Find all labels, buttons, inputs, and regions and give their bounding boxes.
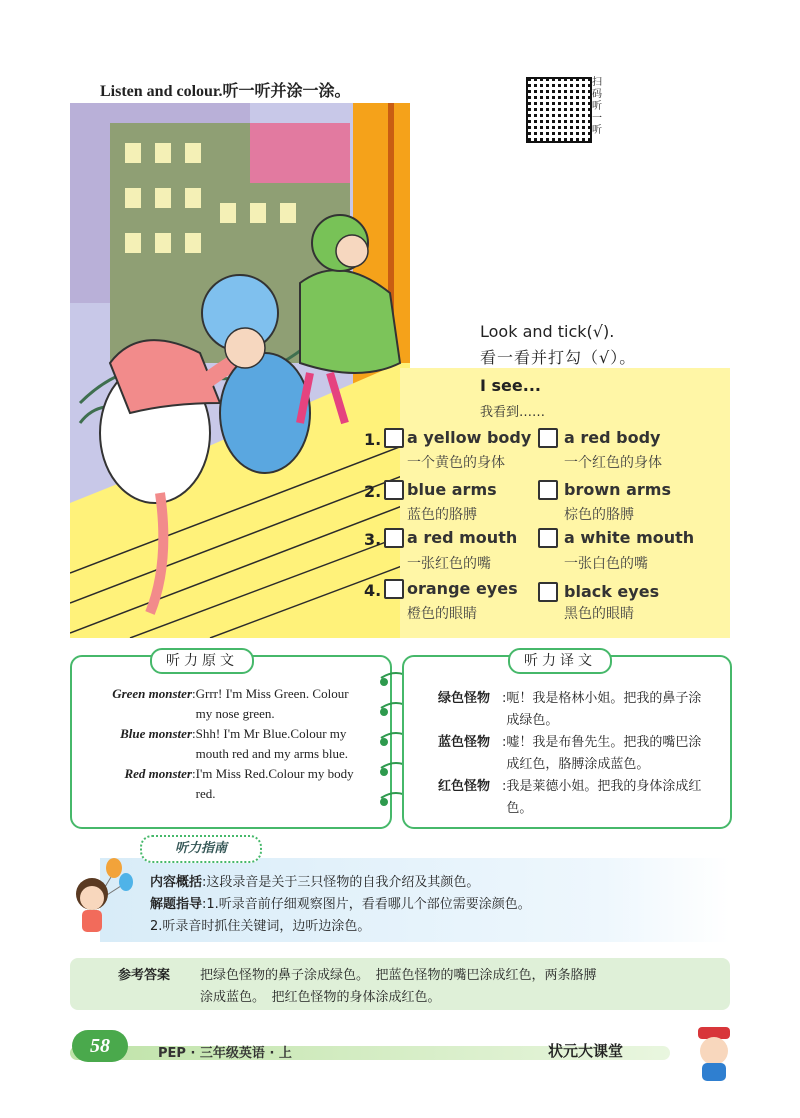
tip-1: 1.听录音前仔细观察图片，看看哪儿个部位需要涂颜色。: [206, 897, 531, 912]
speaker-label: 蓝色怪物: [438, 735, 491, 750]
option-a-zh: 蓝色的胳膊: [407, 507, 477, 523]
transcript-title: 听力原文: [150, 648, 254, 674]
option-a-zh: 一个黄色的身体: [407, 455, 505, 471]
answer-line-1: 把绿色怪物的鼻子涂成绿色。 把蓝色怪物的嘴巴涂成红色，两条胳膊: [200, 968, 597, 983]
answer-line-2: 涂成蓝色。 把红色怪物的身体涂成红色。: [200, 990, 441, 1005]
tick-checkbox[interactable]: [538, 428, 558, 448]
option-a-zh: 橙色的眼睛: [407, 606, 477, 622]
tips-line-1: 解题指导:1.听录音前仔细观察图片，看看哪儿个部位需要涂颜色。: [150, 897, 531, 912]
option-b-zh: 棕色的胳膊: [564, 507, 634, 523]
tick-checkbox[interactable]: [384, 428, 404, 448]
option-b-label: a white mouth: [564, 528, 695, 547]
option-b-zh: 一个红色的身体: [564, 455, 662, 471]
book-title: PEP · 三年级英语 · 上: [158, 1046, 292, 1061]
transcript-line: Grrr! I'm Miss Green. Colour my nose green.: [195, 686, 349, 721]
brand-name: 状元大课堂: [548, 1042, 624, 1060]
transcript-body: Green monster : Grrr! I'm Miss Green. Colour my nose green. Blue monster : Shh! I'm Mr Blue.Colour my mouth red and my arms blue. Red monster : I'm Miss Red.Colour my body red.: [80, 684, 380, 804]
translation-body: 绿色怪物 : 呃！我是格林小姐。把我的鼻子涂成绿色。 蓝色怪物 : 嘘！我是布鲁先生。把我的嘴巴涂成红色，胳膊涂成蓝色。 红色怪物 : 我是莱德小姐。把我的身体涂成红色。: [438, 688, 718, 820]
look-title-en: Look and tick(√).: [480, 322, 615, 341]
transcript-line: I'm Miss Red.Colour my body red.: [195, 766, 354, 801]
option-b-label: brown arms: [564, 480, 671, 499]
transcript-line: Shh! I'm Mr Blue.Colour my mouth red and my arms blue.: [195, 726, 348, 761]
tick-checkbox[interactable]: [384, 480, 404, 500]
option-number: 4.: [364, 581, 382, 600]
tick-checkbox[interactable]: [384, 579, 404, 599]
translation-line: 嘘！我是布鲁先生。把我的嘴巴涂成红色，胳膊涂成蓝色。: [506, 735, 702, 772]
speaker-label: 红色怪物: [438, 779, 491, 794]
option-b-zh: 黑色的眼睛: [564, 606, 634, 622]
tip-2: 2.听录音时抓住关键词，边听边涂色。: [150, 919, 371, 934]
tips-label: 解题指导: [150, 897, 203, 912]
content-text: 这段录音是关于三只怪物的自我介绍及其颜色。: [206, 875, 480, 890]
kid-with-balloons-icon: [66, 852, 136, 942]
look-title-zh: 看一看并打勾（√）。: [480, 348, 637, 367]
translation-title: 听力译文: [508, 648, 612, 674]
tick-checkbox[interactable]: [538, 480, 558, 500]
page-title: Listen and colour.听一听并涂一涂。: [100, 83, 351, 100]
translation-line: 呃！我是格林小姐。把我的鼻子涂成绿色。: [506, 691, 702, 728]
speaker-label: Green monster: [112, 686, 192, 701]
option-a-label: orange eyes: [407, 579, 518, 598]
content-label: 内容概括: [150, 875, 203, 890]
option-a-label: a red mouth: [407, 528, 518, 547]
option-a-label: blue arms: [407, 480, 497, 499]
content-summary: 内容概括:这段录音是关于三只怪物的自我介绍及其颜色。: [150, 875, 480, 890]
qr-label: 扫码听一听: [592, 77, 602, 136]
page-number: 58: [72, 1030, 128, 1062]
option-number: 3.: [364, 530, 382, 549]
option-number: 1.: [364, 430, 382, 449]
mascot-icon: [690, 1025, 738, 1085]
option-b-label: black eyes: [564, 582, 660, 601]
i-see-label: I see...: [480, 376, 541, 395]
option-b-zh: 一张白色的嘴: [564, 556, 648, 572]
tick-checkbox[interactable]: [538, 582, 558, 602]
translation-line: 我是莱德小姐。把我的身体涂成红色。: [506, 779, 702, 816]
answer-label: 参考答案: [118, 968, 171, 983]
speaker-label: Blue monster: [120, 726, 192, 741]
speaker-label: 绿色怪物: [438, 691, 491, 706]
qr-code-icon[interactable]: [526, 77, 592, 143]
speaker-label: Red monster: [124, 766, 192, 781]
option-a-label: a yellow body: [407, 428, 532, 447]
option-a-zh: 一张红色的嘴: [407, 556, 491, 572]
i-see-zh: 我看到……: [480, 405, 546, 420]
guide-tag: 听力指南: [140, 835, 262, 863]
option-number: 2.: [364, 482, 382, 501]
tick-checkbox[interactable]: [538, 528, 558, 548]
illustration: [70, 103, 410, 638]
option-b-label: a red body: [564, 428, 661, 447]
tick-checkbox[interactable]: [384, 528, 404, 548]
